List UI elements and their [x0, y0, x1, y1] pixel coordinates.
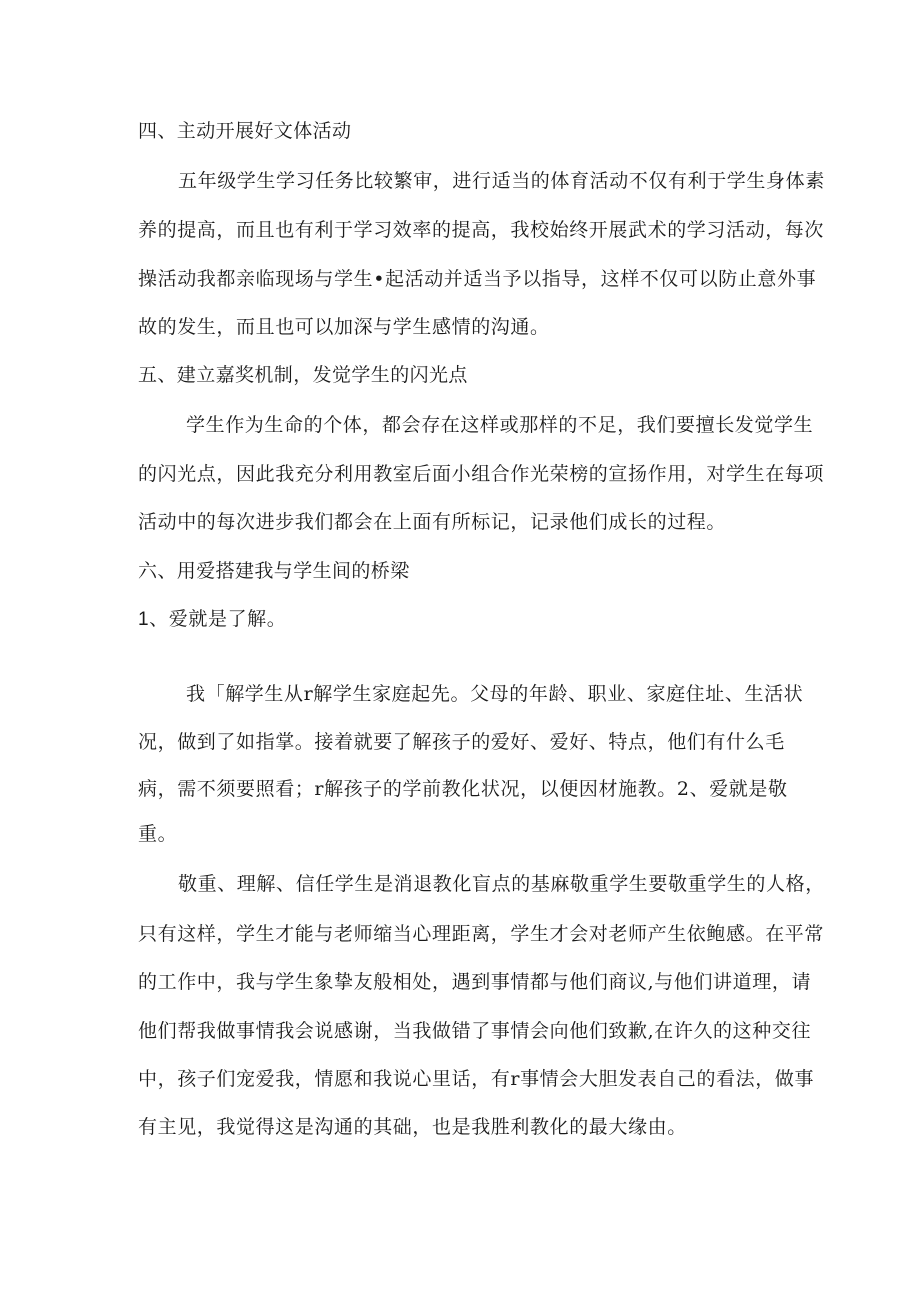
- section-4-line-1: 五年级学生学习任务比较繁审，进行适当的体育活动不仅有利于学生身体素: [178, 170, 825, 192]
- para-2-line-5: 中，孩子们宠爱我，情愿和我说心里话，有r事情会大胆发表自己的看法，做事: [138, 1068, 815, 1090]
- section-6-heading: 六、用爱搭建我与学生间的桥梁: [138, 560, 410, 582]
- section-4-line-4: 故的发生，而且也可以加深与学生感情的沟通。: [138, 316, 550, 338]
- para-1-line-4: 重。: [138, 823, 178, 845]
- para-1-line-3: 病，需不须要照看；r解孩子的学前教化状况，以便因材施教。2、爱就是敬: [138, 778, 788, 800]
- para-2-line-6: 有主见，我觉得这是沟通的其础，也是我胜利教化的最大缘由。: [138, 1116, 687, 1138]
- section-5-line-1: 学生作为生命的个体，都会存在这样或那样的不足，我们要擅长发觉学生: [186, 414, 814, 436]
- para-1-line-2: 况，做到了如指掌。接着就要了解孩子的爱好、爱好、特点，他们有什么毛: [138, 731, 785, 753]
- para-2-line-3: 的工作中，我与学生象挚友般相处，遇到事情都与他们商议,与他们讲道理，请: [138, 971, 812, 993]
- para-2-line-1: 敬重、理解、信任学生是消退教化盲点的基麻敬重学生要敬重学生的人格，: [178, 873, 825, 895]
- subsection-1-heading: 1、爱就是了解。: [138, 609, 287, 630]
- section-5-line-2: 的闪光点，因此我充分利用教室后面小组合作光荣榜的宣扬作用，对学生在每项: [138, 463, 825, 485]
- para-2-line-4: 他们帮我做事情我会说感谢，当我做错了事情会向他们致歉,在许久的这种交往: [138, 1020, 812, 1042]
- section-5-line-3: 活动中的每次进步我们都会在上面有所标记，记录他们成长的过程。: [138, 511, 727, 533]
- para-2-line-2: 只有这样，学生才能与老师缩当心理距离，学生才会对老师产生依鲍感。在平常: [138, 923, 825, 945]
- section-4-line-2: 养的提高，而且也有利于学习效率的提高，我校始终开展武术的学习活动，每次: [138, 219, 825, 241]
- section-4-line-3: 操活动我都亲临现场与学生•起活动并适当予以指导，这样不仅可以防止意外事: [138, 268, 817, 290]
- section-4-heading: 四、主动开展好文体活动: [138, 120, 352, 142]
- section-5-heading: 五、建立嘉奖机制，发觉学生的闪光点: [138, 364, 468, 386]
- para-1-line-1: 我「解学生从r解学生家庭起先。父母的年龄、职业、家庭住址、生活状: [186, 683, 804, 705]
